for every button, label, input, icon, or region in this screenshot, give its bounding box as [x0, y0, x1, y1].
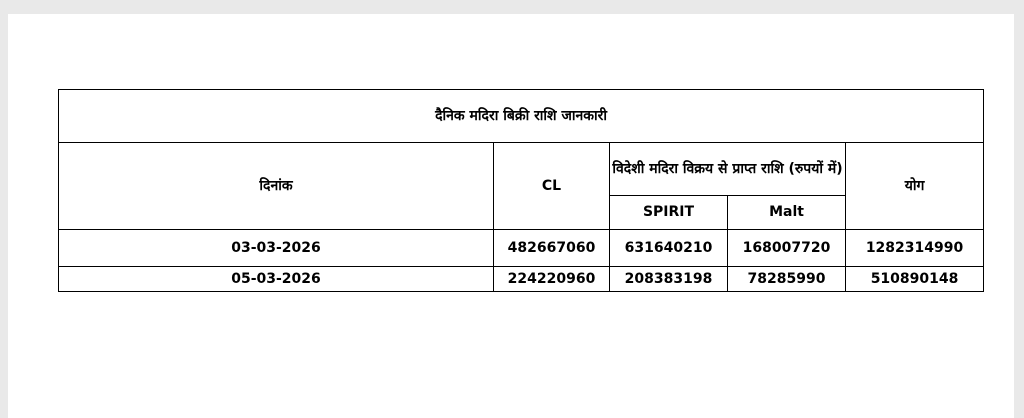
header-total: योग [846, 143, 984, 230]
cell-date: 05-03-2026 [59, 267, 494, 292]
header-spirit: SPIRIT [610, 196, 728, 230]
table-row [59, 230, 984, 267]
liquor-sales-table [58, 89, 984, 292]
table-title: दैनिक मदिरा बिक्री राशि जानकारी [59, 90, 984, 143]
cell-date: 03-03-2026 [59, 230, 494, 267]
cell-cl: 224220960 [494, 267, 610, 292]
cell-total: 1282314990 [846, 230, 984, 267]
cell-spirit: 631640210 [610, 230, 728, 267]
cell-malt: 168007720 [728, 230, 846, 267]
title-row [59, 90, 984, 143]
cell-malt: 78285990 [728, 267, 846, 292]
cell-spirit: 208383198 [610, 267, 728, 292]
header-malt: Malt [728, 196, 846, 230]
header-date: दिनांक [59, 143, 494, 230]
cell-cl: 482667060 [494, 230, 610, 267]
document-page [8, 14, 1014, 418]
header-foreign-liquor-group: विदेशी मदिरा विक्रय से प्राप्त राशि (रुपयों में) [610, 143, 846, 196]
table-row [59, 267, 984, 292]
header-row [59, 143, 984, 196]
cell-total: 510890148 [846, 267, 984, 292]
header-cl: CL [494, 143, 610, 230]
